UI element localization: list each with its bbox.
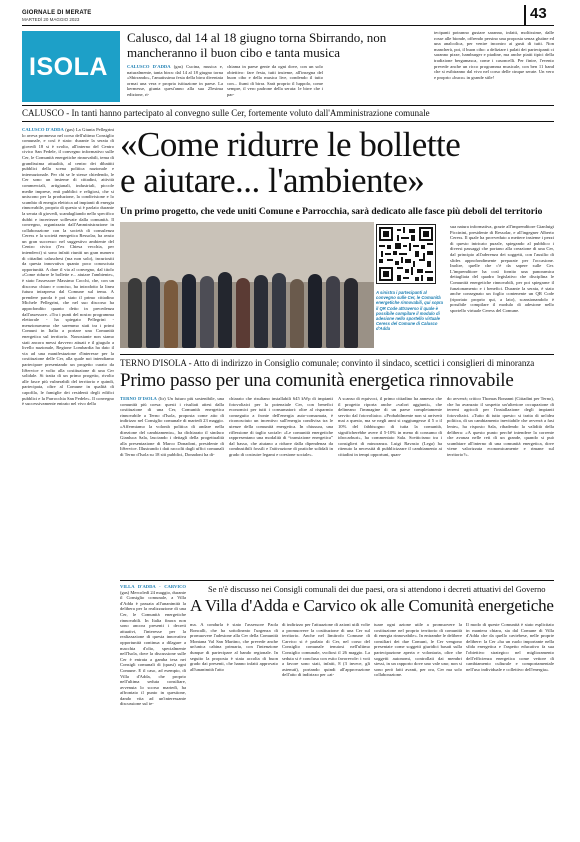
photo-caption: A sinistra i partecipanti al convegno sulle Cer, le Comunità energetiche rinnovabili, qui sopra il QR Code attraverso il quale è possibile compilare il modulo di adesione nello sportello virtuale Ceress del Comune di Calusco d'Adda [376,290,444,332]
third-story-col2: ma. A condurla è stato l'assessore Paola Roncalli, che ha sottolineato l'urgenza di promuovere l'adesione alla Cer della Comunità Montana Val San Martino, che prevede anche un'unica cabina primaria, con l'intenzione dunque di partecipare al bando regionale. In seguito la proposta è stata accolta di buon grado dai presenti, che hanno infatti approvato all'unanimità l'atto [190,622,278,672]
second-story-label: TERNO D'ISOLA - Atto di indirizzo in Consiglio comunale; convinto il sindaco, scettici i consiglieri di minoranza [120,358,535,368]
main-story-label: CALUSCO - In tanti hanno partecipato al convegno sulle Cer, fortemente voluto dall'Amministrazione comunale [22,108,430,118]
third-story-byline: VILLA D'ADDA - CARVICO [120,584,186,589]
main-story-left-text: La Giunta Pellegrini lo aveva promesso nel corso dell'ultimo Consiglio comunale, e così è stato: durante la serata di giovedì 18 si è svolto, all'interno del Centro civico San Fedele, il convegno informativo sulle Cer, le Comunità energetiche rinnovabili, tema di grandissima attualità, al centro dei dibattiti pubblici della scena politica nazionale e internazionale. Per chi se le stesse chiedendo, le Cer sono un insieme di cittadini, attività commerciali, artigianali, industriali, piccole medie imprese, enti pubblici e religiosi, che si uniscono per la produzione, la condivisione e lo scambio di energia elettrica ad impianti di energia rinnovabile, proprio di questo si è parlato durante la serata di giovedì, scandagliando nello specifico dubbi e incertezze sollevate dalla comunità. Il convegno, organizzato dall'Amministrazione in collaborazione con la società di consulenza Ceress e la società energetica Ressolar, ha avuto un gran successo: nel suggestivo ambiente del Centro civico (l'ex Chiesa vecchia, per intenderci) si sono infatti riuniti un gran numero di cittadini caluschesi (ma non solo), incuriositi da questa innovativa quanto poco conosciuta opportunità. A dare il via al convegno, dal titolo «Come ridurre le bollette e... aiutare l'ambiente», è stato l'assessore Massimo Cocchi, che, con un discorso chiaro e conciso, ha introdotto la linea futura intrapresa dal Comune sul tema. A prendere parola è poi stato il primo cittadino Michele Pellegrini, che nel suo discorso ha approfondito quanto detto in precedenza dall'assessore. «Tra i punti del nostro programma elettorale - ha spiegato Pellegrini - menzionavamo che saremmo stati tra i primi Comuni in Italia a portare una Comunità energetica sul territorio. Nonostante non siamo stati ancora messi davvero attuati e il giugulo a livello nazionale, Regione Lombardia ha dato il via ad una manifestazione d'interesse per la costituzione delle Cer, alla quale noi intendiamo partecipare presentando un progetto curato da ItService e volto alla costituzione di una Cer solidale. Si tratta di un primo progetto, rivolto alle fasce più vulnerabili del territorio e quindi, partecipata, oltre al Comune in qualità di capofila, le famiglie dei residenti degli edifici pubblici e la Parrocchia San Fedele». Il convegno è successivamente entrato nel vivo della [22,127,114,407]
main-story-byline-code: (gas) [65,127,75,132]
section-tag: ISOLA [22,31,120,102]
second-story-col1 [120,396,224,576]
second-story-byline: TERNO D'ISOLA [120,396,157,401]
third-story-col4: tuare ogni azione utile a promuovere la costituzione nel proprio territorio di comunità di energia rinnovabile». In entrambe le delibere consiliari dei due Comuni, le Cer vengono presentate come soggetti giuridici basati sulla partecipazione aperta e volontaria, oltre che soggetti autonomi, controllati dai membri stessi, in un rapporto dove uno vale uno; non si sono però fatti avanti, per ora, Cer ma solo collaborazione. [374,622,462,678]
top-story-col3: tecipanti potranno gustare saranno, infatti, moltissime, dalle rosse alle bionde, offrendo persino una proposta senza glutine ed una analcolica, per venire incontro ai gusti di tutti. Non mancherà, poi, il buon cibo: a deliziare i palati dei partecipanti ci saranno pizze, hamburger e piadine, ma anche piatti tipici della tradizione bergamasca, come i casoncelli. Per finire, l'evento prevede anche un ricco programma musicale, con ben 11 band che si esibiranno dal vivo nel corso delle cinque serate. Un vero e proprio «buco» in grande stile! [434,30,554,80]
second-story-byline-code: (ltr) [158,396,166,401]
third-story-col1 [120,584,186,834]
header-rule [22,25,554,26]
main-title-line2: e aiutare... l'ambiente» [120,161,425,200]
page-number-bar [524,5,526,25]
top-story-col1-text: Cucina, musica e, naturalmente, tanta birra: dal 14 al 18 giugno torna «Sbirrando», l'amatissima festa della birra diventata ormai una vera e propria istituzione in paese. La kermesse, giunta quest'anno alla sua 25esima edizione, ri- [127,64,223,97]
top-story-headline: Calusco, dal 14 al 18 giugno torna Sbirrando, non mancheranno il buon cibo e tanta musica [127,30,387,60]
top-story-col2: chiama in paese gente da ogni dove, con un solo obiettivo: fare festa, tutti insieme, all'insegna del buon cibo e della musica live, condendo il tutto con... fiumi di birra. Sarà proprio il luppolo, come sempre, il vero padrone della serata: le birre che i par- [227,64,323,97]
divider [22,105,554,106]
third-story-col3: di indirizzo per l'attuazione di azioni utili volte a promuovere la costituzione di una Cer sul territorio. Anche nel limitrofo Comune di Carvico si è parlato di Cer, nel corso del Consiglio comunale tenutosi nell'ultimo Consiglio comunale, svoltosi il 26 maggio. La seduta si è conclusa con esito favorevole: i voti a favore sono stati, infatti, 8 (3 invece, gli astenuti), portando quindi all'approvazione dell'atto di indirizzo per «at- [282,622,370,678]
main-story-subtitle: Un primo progetto, che vede uniti Comune e Parrocchia, sarà dedicato alle fasce più deboli del territorio [120,207,543,217]
convegno-photo [120,222,374,348]
second-story-col4: do avverrà; critico Thomas Bonanni (Cittadini per Terno), che ha avanzato il sospetto un'ulteriore occupazione di terreni agricoli per l'installazione degli impianti fotovoltaici. «Tutto di tutto questo: si tratta di un'idea politica, di un cambiamento inevitabile che avverrà a fasi lente», ha risposto Sala, ribadendo la validità della delibera: «A questo punto perché intendere la corrente che avanza nelle reti di un grande, quando si può scambiare all'interno di una comunità energetica, dove viene valorizzata economicamente e rimane sul territorio?». [447,396,554,457]
second-story-col3: A scanso di equivoci, il primo cittadino ha annesso che il progetto riporta anche «valori aggiunti», che delineano l'immagine di un paese completamente servito dal fotovoltaico. «Probabilmente non si arriverà mai a questo, ma se negli anni si raggiungesse il 5 o il 10% del fabbisogno di tutta la comunità, significherebbe avere il 5-10% in meno di consumo di idrocarburi», ha commentato Sala. Scetticismo tra i consiglieri di minoranza. Luigi Ravasio (Lega) ha ritenuto la necessità di pubblicizzare il cambiamento ai cittadini in tempi opportuni, quan- [338,396,442,457]
main-story-byline: CALUSCO D'ADDA [22,127,64,132]
main-story-right-col: sua natura informativa, grazie all'imprenditore Gianluigi Piccinini, presidente di Ressolar, e all'ingegner Alberto Ceress. Il quale ha provveduto a mettere insieme i pezzi di questo intricato puzzle, spiegando al pubblico i diversi passaggi che portano alla creazione di una Cer, dal principio all'aderenza dei soggetti, con l'ausilio di slides approfondimente preparate per l'occasione. Inoltre, quelle che c'è da sapere sulle Cer. L'imprenditore ha così fornito una panoramica dettagliata del quadro legislativo che disciplina le Comunità energetiche rinnovabili, per poi spiegarne il funzionamento e i benefici. Durante la serata, è stato anche consegnato un foglio contenente un QR Code (riportato proprio qui, a lato), scansionandolo è possibile compilare il modulo di adesione nello sportello virtuale Ceress del Comune. [450,224,554,313]
top-story-col1 [127,64,223,102]
page-number: 43 [530,5,547,22]
main-title-line1: «Come ridurre le bollette [120,125,461,164]
third-story-col1-text: Mercoledì 24 maggio, durante il Consiglio comunale, a Villa d'Adda è passata all'unanimità la delibera per la realizzazione di una Cer, le Comunità energetiche rinnovabili. In Italia finora non sono ancora presenti i decreti attuativi, l'interesse per la realizzazione di questa innovativa opportunità continua a dilagare a macchia d'olio, specialmente nell'Isola, dove la discussione sulle Cer è entrata a gamba tesa nei Consigli comunali di (quasi) ogni Comune. E il caso, ad esempio, di Villa d'Adda, che proprio nell'ultima seduta consiliare, avvenuta lo scorso martedì, ha affrontato il punto in questione, dando vita ad un'interessante discussione sul te- [120,589,186,707]
second-story-col2: chiarato che risultano installabili 645 kWp di impianti fotovoltaici per la potenziale Cer, con benefici economici per tutti i consumatori: oltre al risparmio conseguito a fronte dell'energia auto-consumata, è riconosciuto un incentivo sull'energia condivisa tra le utenze della comunità energetica. In chiusura, una riflessione di taglio sociale: «Le comunità energetiche rappresentano una modalità di “transizione energetica” dal basso, che aiutano a ridurre dalla dipendenza da combustibili fossili e l'attivazione di pratiche solidali in grado di costruire legami e coesione sociale». [229,396,333,457]
divider [120,354,554,355]
main-story-title [120,127,560,199]
divider [120,580,554,581]
top-story-byline-code: (gas) [173,64,183,69]
second-story-col1-text: Un futuro più sostenibile, una comunità più coesa: questi i risultati attesi dalla costituzione di una Cer, Comunità energetica rinnovabile a Terno d'Isola, proposta come atto di indirizzo nel Consiglio comunale di martedì 23 maggio. «Affermiamo la volontà politica di andare nella direzione del cambiamento», ha dichiarato il sindaco Gianluca Sala, lasciando i dettagli della progettualità alla presentazione di Marco Donadoni, presidente di ItService. Illustrando i dati raccolti dagli uffici comunali di Terno d'Isola su 18 siti pubblici, Donadoni ha di- [120,396,224,457]
second-story-title: Primo passo per una comunità energetica rinnovabile [120,370,514,391]
third-story-label: Se n'è discusso nei Consigli comunali dei due paesi, ora si attendono i decreti attuativi del Governo [208,584,546,594]
top-story-col3-start [327,64,423,102]
third-story-col5: Il modo di queste Comunità è stato esplicitato in maniera chiara, sia dal Comune di Villa d'Adda che da quello caviebese, nelle proprie delibere: la Cer «ha un ruolo importante nella sfida energetica e l'aspetto educativo fa sua l'obiettivo strategico nel miglioramento dell'efficienza energetica come vettore di cambiamento culturale e comportamentale nell'uso individuale e collettivo dell'energia». [466,622,554,672]
newspaper-name: GIORNALE DI MERATE [22,10,92,16]
main-story-left-col [22,127,114,833]
top-story-byline: CALUSCO D'ADDA [127,64,171,69]
qr-code-image[interactable] [376,224,436,284]
third-story-byline-code: (gas) [120,589,130,595]
third-story-title: A Villa d'Adda e Carvico ok alle Comunità energetiche [190,596,554,615]
issue-date: MARTEDÌ 20 MAGGIO 2023 [22,17,80,22]
divider [22,121,554,122]
